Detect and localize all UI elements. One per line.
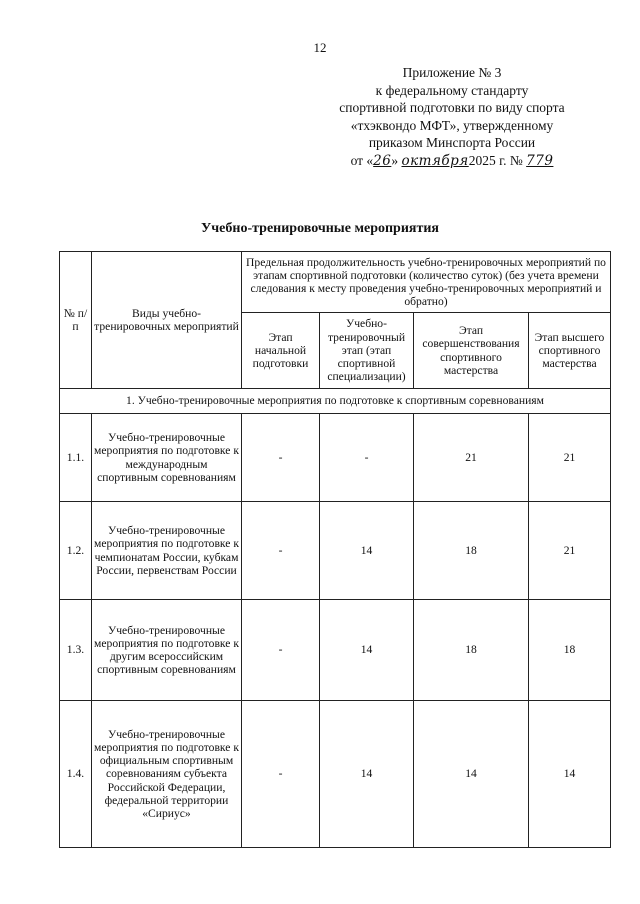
date-separator: » xyxy=(391,152,399,168)
row-value-training: 14 xyxy=(320,701,414,848)
header-duration: Предельная продолжительность учебно-тренировочных мероприятий по этапам спортивной подготовки (количество суток) (без учета времени следования к месту проведения учебно-тренировочных мероприятий и обратно) xyxy=(242,252,611,313)
row-value-improvement: 21 xyxy=(414,414,529,502)
appendix-line-1: Приложение № 3 xyxy=(402,65,502,80)
appendix-line-4: «тхэквондо МФТ», утвержденному xyxy=(350,117,554,133)
row-number: 1.4. xyxy=(60,701,92,848)
row-number: 1.3. xyxy=(60,600,92,701)
row-event-name: Учебно-тренировочные мероприятия по подготовке к другим всероссийским спортивным соревнованиям xyxy=(92,600,242,701)
page-number: 12 xyxy=(313,40,327,55)
date-day: 26 xyxy=(373,152,392,169)
row-value-training: 14 xyxy=(320,502,414,600)
row-value-highest: 21 xyxy=(529,414,611,502)
header-stage-highest: Этап высшего спортивного мастерства xyxy=(529,313,611,389)
row-value-highest: 21 xyxy=(529,502,611,600)
header-stage-initial: Этап начальной подготовки xyxy=(242,313,320,389)
appendix-line-2: к федеральному стандарту xyxy=(375,82,529,98)
row-value-initial: - xyxy=(242,502,320,600)
row-value-initial: - xyxy=(242,600,320,701)
row-event-name: Учебно-тренировочные мероприятия по подготовке к международным спортивным соревнованиям xyxy=(92,414,242,502)
section-1-heading: 1. Учебно-тренировочные мероприятия по подготовке к спортивным соревнованиям xyxy=(60,389,611,414)
date-month: октября xyxy=(401,152,469,169)
document-title: Учебно-тренировочные мероприятия xyxy=(201,221,439,236)
date-year: 2025 г. № xyxy=(468,152,523,168)
table-row xyxy=(60,701,611,848)
appendix-date-line xyxy=(302,152,602,171)
row-value-initial: - xyxy=(242,414,320,502)
row-event-name: Учебно-тренировочные мероприятия по подготовке к официальным спортивным соревнованиям субъекта Российской Федерации, федеральной территории «Сириус» xyxy=(92,701,242,848)
table-row xyxy=(60,502,611,600)
row-number: 1.2. xyxy=(60,502,92,600)
table-row xyxy=(60,414,611,502)
header-kinds: Виды учебно-тренировочных мероприятий xyxy=(92,252,242,389)
appendix-block xyxy=(302,64,602,170)
date-prefix: от « xyxy=(350,152,374,168)
header-stage-improvement: Этап совершенствования спортивного мастерства xyxy=(414,313,529,389)
row-value-improvement: 14 xyxy=(414,701,529,848)
row-event-name: Учебно-тренировочные мероприятия по подготовке к чемпионатам России, кубкам России, первенствам России xyxy=(92,502,242,600)
order-number: 779 xyxy=(526,152,554,169)
events-table xyxy=(59,251,611,848)
row-number: 1.1. xyxy=(60,414,92,502)
appendix-line-3: спортивной подготовки по виду спорта xyxy=(339,100,565,115)
table-row xyxy=(60,600,611,701)
header-num: № п/п xyxy=(60,252,92,389)
row-value-improvement: 18 xyxy=(414,502,529,600)
row-value-initial: - xyxy=(242,701,320,848)
row-value-training: - xyxy=(320,414,414,502)
row-value-highest: 14 xyxy=(529,701,611,848)
header-stage-training: Учебно-тренировочный этап (этап спортивной специализации) xyxy=(320,313,414,389)
row-value-improvement: 18 xyxy=(414,600,529,701)
row-value-highest: 18 xyxy=(529,600,611,701)
appendix-line-5: приказом Минспорта России xyxy=(368,135,536,150)
row-value-training: 14 xyxy=(320,600,414,701)
